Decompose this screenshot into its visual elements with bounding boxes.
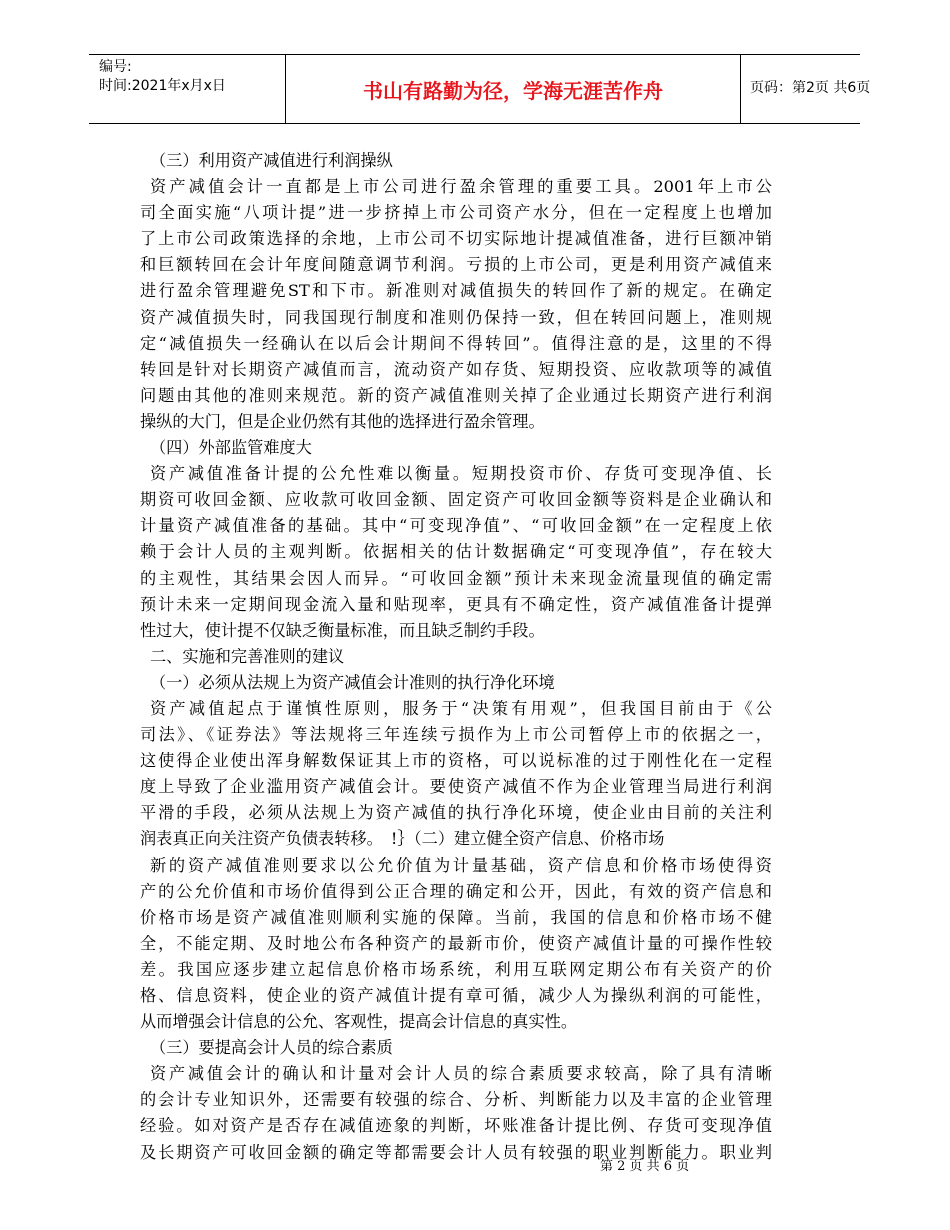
text-line: 的会计专业知识外，还需要有较强的综合、分析、判断能力以及丰富的企业管理 (140, 1090, 772, 1110)
text-line: 差。我国应逐步建立起信息价格市场系统，利用互联网定期公布有关资产的价 (140, 959, 772, 979)
header-right-cell (740, 55, 871, 123)
text-line: （三）利用资产减值进行利润操纵 (150, 151, 393, 170)
text-line: 新的资产减值准则要求以公允价值为计量基础，资产信息和价格市场使得资 (150, 855, 772, 875)
text-line: 度上导致了企业滥用资产减值会计。要使资产减值不作为企业管理当局进行利润 (140, 777, 772, 797)
number-label: 编号: (99, 59, 132, 75)
text-line: 计量资产减值准备的基础。其中“可变现净值”、“可收回金额”在一定程度上依 (140, 516, 772, 536)
text-line: 司全面实施“八项计提”进一步挤掉上市公司资产水分，但在一定程度上也增加 (140, 203, 772, 223)
text-line: 操纵的大门，但是企业仍然有其他的选择进行盈余管理。 (140, 411, 545, 431)
text-line: 从而增强会计信息的公允、客观性，提高会计信息的真实性。 (140, 1012, 578, 1032)
text-line: （一）必须从法规上为资产减值会计准则的执行净化环境 (150, 672, 555, 692)
text-line: 预计未来一定期间现金流入量和贴现率，更具有不确定性，资产减值准备计提弹 (140, 594, 772, 614)
text-line: 转回是针对长期资产减值而言，流动资产如存货、短期投资、应收款项等的减值 (140, 359, 772, 379)
text-line: 格、信息资料，使企业的资产减值计提有章可循，减少人为操纵利润的可能性， (140, 986, 772, 1005)
text-line: 价格市场是资产减值准则顺利实施的保障。当前，我国的信息和价格市场不健 (140, 907, 772, 927)
motto-text: 书山有路勤为径，学海无涯苦作舟 (363, 79, 663, 103)
text-line: 问题由其他的准则来规范。新的资产减值准则关掉了企业通过长期资产进行利润 (140, 385, 772, 405)
text-line: 资产减值损失时，同我国现行制度和准则仍保持一致，但在转回问题上，准则规 (140, 307, 772, 327)
text-line: 进行盈余管理避免ST和下市。新准则对减值损失的转回作了新的规定。在确定 (140, 281, 772, 301)
text-line: 产的公允价值和市场价值得到公正合理的确定和公开，因此，有效的资产信息和 (140, 881, 772, 901)
header-left-cell (89, 55, 285, 123)
text-line: 资产减值会计一直都是上市公司进行盈余管理的重要工具。2001年上市公 (150, 177, 772, 197)
text-line: （三）要提高会计人员的综合素质 (150, 1038, 393, 1058)
text-line: 平滑的手段，必须从法规上为资产减值的执行净化环境，使企业由目前的关注利 (140, 803, 772, 823)
document-header (89, 54, 871, 124)
time-label: 时间:2021年x月x日 (99, 78, 226, 94)
text-line: 司法》、《证券法》等法规将三年连续亏损作为上市公司暂停上市的依据之一， (140, 725, 772, 745)
text-line: 二、实施和完善准则的建议 (150, 646, 345, 666)
header-center-cell (285, 55, 741, 123)
text-line: 的主观性，其结果会因人而异。“可收回金额”预计未来现金流量现值的确定需 (140, 568, 772, 588)
text-line: 定“减值损失一经确认在以后会计期间不得转回”。值得注意的是，这里的不得 (140, 333, 772, 353)
page-info: 页码：第2页 共6页 (750, 80, 871, 96)
text-line: 经验。如对资产是否存在减值迹象的判断，坏账准备计提比例、存货可变现净值 (140, 1116, 772, 1136)
text-line: 赖于会计人员的主观判断。依据相关的估计数据确定“可变现净值”，存在较大 (140, 542, 772, 562)
text-line: 了上市公司政策选择的余地，上市公司不切实际地计提减值准备，进行巨额冲销 (140, 229, 772, 249)
footer-page-number: 第 2 页 共 6 页 (600, 1159, 690, 1174)
text-line: 这使得企业使出浑身解数保证其上市的资格，可以说标准的过于刚性化在一定程 (140, 751, 772, 771)
document-body (140, 148, 772, 1166)
text-line: 资产减值起点于谨慎性原则，服务于“决策有用观”，但我国目前由于《公 (150, 698, 772, 718)
text-line: 及长期资产可收回金额的确定等都需要会计人员有较强的职业判断能力。职业判 (140, 1142, 772, 1162)
text-line: 性过大，使计提不仅缺乏衡量标准，而且缺乏制约手段。 (140, 620, 545, 640)
text-line: 资产减值准备计提的公允性难以衡量。短期投资市价、存货可变现净值、长 (150, 464, 772, 484)
text-line: 期资可收回金额、应收款可收回金额、固定资产可收回金额等资料是企业确认和 (140, 490, 772, 510)
text-line: 和巨额转回在会计年度间随意调节利润。亏损的上市公司，更是利用资产减值来 (140, 255, 772, 275)
text-line: 润表真正向关注资产负债表转移。 !｝（二）建立健全资产信息、价格市场 (140, 829, 665, 849)
text-line: 全，不能定期、及时地公布各种资产的最新市价，使资产减值计量的可操作性较 (140, 933, 772, 953)
text-line: 资产减值会计的确认和计量对会计人员的综合素质要求较高，除了具有清晰 (150, 1064, 772, 1084)
text-line: （四）外部监管难度大 (150, 438, 312, 458)
